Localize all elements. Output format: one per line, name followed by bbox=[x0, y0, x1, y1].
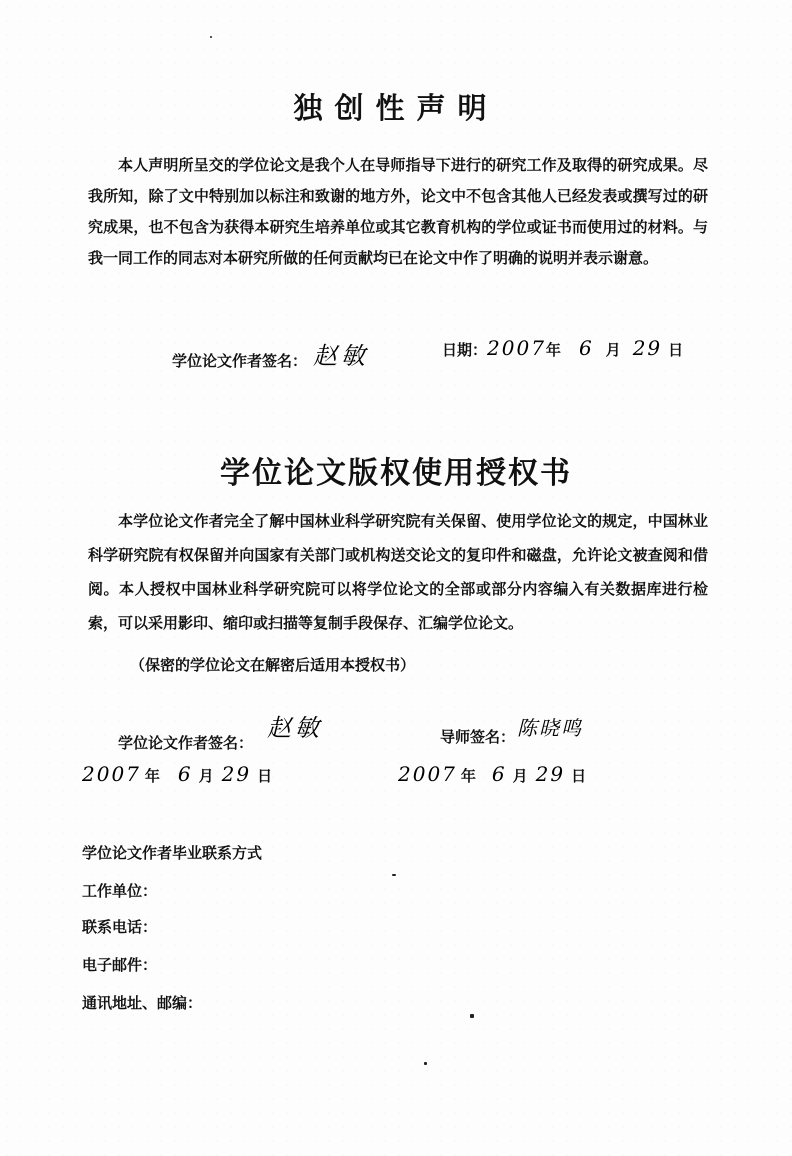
advisor-date-day: 29 bbox=[535, 762, 566, 786]
authorization-note: （保密的学位论文在解密后适用本授权书） bbox=[130, 656, 416, 674]
date-day: 29 bbox=[632, 336, 663, 360]
author-date-day-unit: 日 bbox=[257, 767, 273, 785]
date-day-unit: 日 bbox=[668, 341, 684, 359]
email-label: 电子邮件： bbox=[82, 956, 158, 974]
date-label: 日期： bbox=[442, 341, 488, 359]
author-date-month: 6 bbox=[177, 762, 193, 786]
scan-speck bbox=[470, 1014, 474, 1018]
scan-speck bbox=[210, 36, 212, 38]
authorization-text: 本学位论文作者完全了解中国林业科学研究院有关保留、使用学位论文的规定，中国林业科学研究院有权保留并向国家有关部门或机构送交论文的复印件和磁盘，允许论文被查阅和借阅。本人授权中国林业科学研究院可以将学位论文的全部或部分内容编入有关数据库进行检索，可以采用影印、缩印或扫描等复制手段保存、汇编学位论文。 bbox=[88, 512, 708, 632]
date-year: 2007 bbox=[487, 336, 546, 360]
advisor-date-year-unit: 年 bbox=[460, 767, 476, 785]
authorization-title: 学位论文版权使用授权书 bbox=[220, 456, 572, 491]
author-date-year-unit: 年 bbox=[144, 767, 160, 785]
declaration-title: 独创性声明 bbox=[293, 91, 499, 125]
work-unit-label: 工作单位： bbox=[82, 882, 158, 900]
scan-speck bbox=[392, 874, 396, 876]
advisor-signature: 陈晓鸣 bbox=[517, 716, 584, 740]
author-signature: 赵敏 bbox=[313, 342, 370, 370]
date-month-unit: 月 bbox=[605, 341, 621, 359]
author-date-day: 29 bbox=[221, 762, 252, 786]
declaration-signature-line bbox=[172, 336, 369, 371]
declaration-text: 本人声明所呈交的学位论文是我个人在导师指导下进行的研究工作及取得的研究成果。尽我所知，除了文中特别加以标注和致谢的地方外，论文中不包含其他人已经发表或撰写过的研究成果，也不包含为获得本研究生培养单位或其它教育机构的学位或证书而使用过的材料。与我一同工作的同志对本研究所做的任何贡献均已在论文中作了明确的说明并表示谢意。 bbox=[88, 156, 708, 267]
date-month: 6 bbox=[578, 336, 594, 360]
contact-heading: 学位论文作者毕业联系方式 bbox=[82, 844, 263, 862]
author-signature: 赵敏 bbox=[267, 714, 324, 742]
advisor-date-month-unit: 月 bbox=[512, 767, 528, 785]
authorization-body bbox=[88, 504, 708, 640]
date-year-unit: 年 bbox=[545, 341, 561, 359]
author-date-month-unit: 月 bbox=[198, 767, 214, 785]
author-date-year: 2007 bbox=[82, 762, 141, 786]
authorization-author-signature-line bbox=[118, 714, 324, 753]
advisor-date-year: 2007 bbox=[398, 762, 457, 786]
signature-label: 学位论文作者签名： bbox=[172, 352, 308, 370]
author-signature-label: 学位论文作者签名： bbox=[118, 734, 254, 752]
phone-label: 联系电话： bbox=[82, 918, 158, 936]
advisor-date-day-unit: 日 bbox=[571, 767, 587, 785]
declaration-body bbox=[88, 150, 708, 274]
advisor-date-line bbox=[398, 762, 586, 786]
advisor-signature-line bbox=[440, 718, 583, 747]
advisor-signature-label: 导师签名： bbox=[440, 728, 516, 746]
author-date-line bbox=[82, 762, 272, 786]
address-label: 通讯地址、邮编： bbox=[82, 994, 203, 1012]
scan-speck bbox=[424, 1062, 427, 1065]
declaration-date-line bbox=[442, 336, 683, 360]
advisor-date-month: 6 bbox=[491, 762, 507, 786]
